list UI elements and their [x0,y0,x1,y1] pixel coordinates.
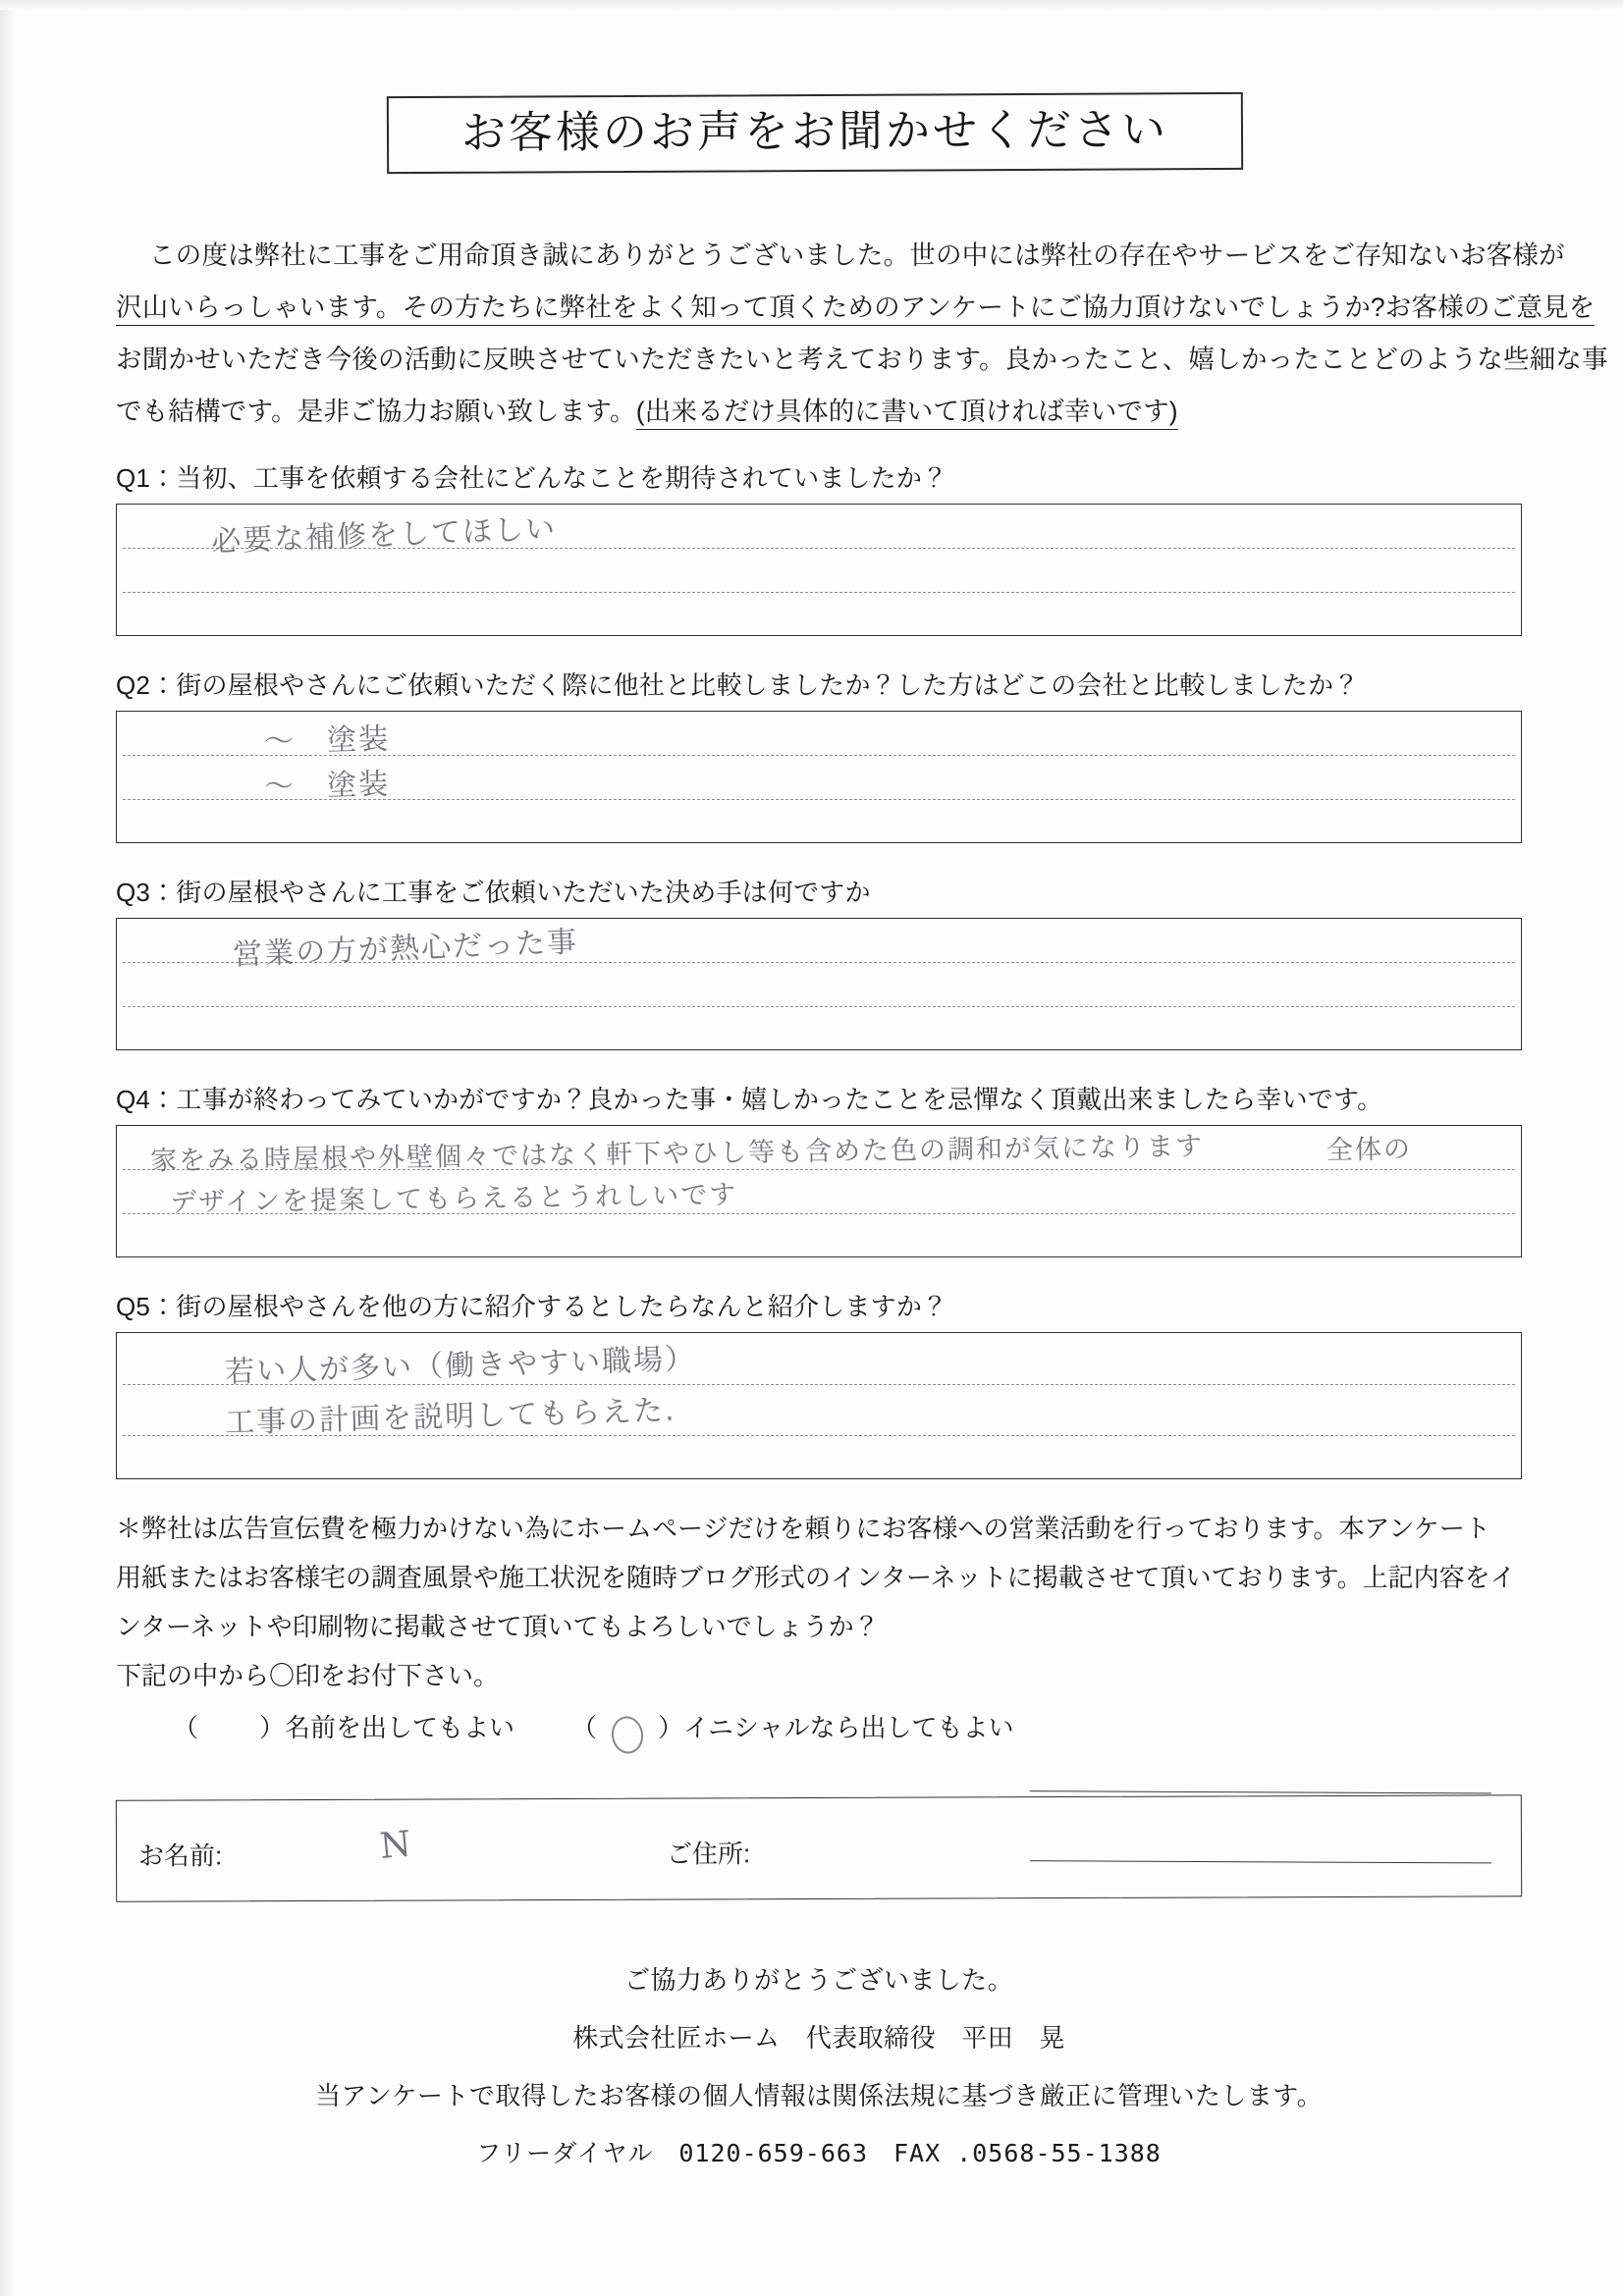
consent-option-2-label: ）イニシャルなら出してもよい [658,1713,1014,1743]
answer-rule [123,1006,1515,1007]
question-label-q3: Q3：街の屋根やさんに工事をご依頼いただいた決め手は何ですか [116,878,871,908]
name-field-value: N [378,1824,413,1868]
page-footer [102,1960,1536,2169]
intro-line-4 [116,395,1520,429]
handwritten-answer-q1-line-1: 必要な補修をしてほしい [210,511,558,560]
intro-line-1-text: この度は弊社に工事をご用命頂き誠にありがとうございました。世の中には弊社の存在やサービスをご存知ないお客様が [149,240,1565,271]
intro-line-1 [116,239,1565,273]
document-content [102,0,1608,2191]
consent-option-1-open-paren: （ [173,1713,199,1743]
address-field-label: ご住所: [666,1839,751,1869]
answer-box-q5[interactable] [116,1332,1522,1479]
question-label-q5: Q5：街の屋根やさんを他の方に紹介するとしたらなんと紹介しますか？ [116,1292,948,1322]
question-label-q4: Q4：工事が終わってみていかがですか？良かった事・嬉しかったことを忌憚なく頂戴出来ましたら幸いです。 [116,1085,1383,1115]
notice-line-2: 用紙またはお客様宅の調査風景や施工状況を随時ブログ形式のインターネットに掲載させて頂いております。上記内容をイ [116,1562,1516,1592]
footer-privacy: 当アンケートで取得したお客様の個人情報は関係法規に基づき厳正に管理いたします。 [315,2081,1323,2111]
intro-line-4-plain: でも結構です。是非ご協力お願い致します。 [116,397,636,427]
intro-paragraph [116,239,1608,429]
answer-box-q3[interactable] [116,918,1522,1050]
question-block-q2 [116,666,1536,843]
footer-thanks: ご協力ありがとうございました。 [623,1965,1013,1996]
address-rule-top [1030,1790,1491,1793]
handwritten-answer-q4-line-1b: 全体の [1325,1134,1413,1166]
handwritten-answer-q5-line-2: 工事の計画を説明してもらえた. [224,1393,677,1441]
page-title-box [387,92,1243,175]
question-block-q1 [116,458,1536,636]
question-block-q4 [116,1080,1536,1257]
address-rule-bottom [1030,1860,1491,1863]
intro-line-2 [116,291,1596,325]
handwritten-answer-q2-line-2: 〜 塗装 [263,767,391,805]
consent-option-initial[interactable] [571,1708,1013,1744]
page-title: お客様のお声をお聞かせください [460,104,1169,158]
notice-line-3: ンターネットや印刷物に掲載させて頂いてもよろしいでしょうか？ [116,1611,880,1641]
handwritten-answer-q3-line-1: 営業の方が熱心だった事 [232,925,579,973]
handwritten-answer-q4-line-2: デザインを提案してもらえるとうれしいです [169,1180,738,1219]
intro-line-3 [116,343,1608,377]
footer-contact: フリーダイヤル 0120-659-663 FAX .0568-55-1388 [476,2139,1162,2168]
notice-line-1: ＊弊社は広告宣伝費を極力かけない為にホームページだけを頼りにお客様への営業活動を行っております。本アンケート [116,1514,1490,1544]
notice-line-4: 下記の中から〇印をお付下さい。 [116,1660,500,1690]
circle-mark-icon [610,1715,646,1756]
question-block-q5 [116,1287,1536,1479]
answer-box-q1[interactable] [116,504,1522,636]
question-block-q3 [116,873,1536,1050]
publication-notice [116,1513,1520,1692]
question-label-q2: Q2：街の屋根やさんにご依頼いただく際に他社と比較しましたか？した方はどこの会社と比較しましたか？ [116,670,1360,701]
consent-option-1-label: ）名前を出してもよい [259,1713,515,1743]
handwritten-answer-q2-line-1: 〜 塗装 [263,721,391,760]
footer-company: 株式会社匠ホーム 代表取締役 平田 晃 [572,2023,1065,2054]
handwritten-answer-q4-line-1: 家をみる時屋根や外壁個々ではなく軒下やひし等も含めた色の調和が気になります [149,1131,1205,1177]
intro-line-4-underlined: (出来るだけ具体的に書いて頂ければ幸いです) [636,397,1178,430]
scan-edge-left [0,0,14,2296]
name-field-label: お名前: [137,1841,223,1871]
consent-option-2-open-paren: （ [571,1713,598,1743]
intro-line-2-text: 沢山いらっしゃいます。その方たちに弊社をよく知って頂くためのアンケートにご協力頂けないでしょうか?お客様のご意見を [116,293,1595,326]
answer-box-q4[interactable] [116,1125,1522,1257]
answer-rule [123,592,1515,593]
handwritten-answer-q5-line-1: 若い人が多い（働きやすい職場） [224,1342,697,1390]
intro-line-3-text: お聞かせいただき今後の活動に反映させていただきたいと考えております。良かったこと、嬉しかったことどのような些細な事 [116,345,1608,375]
answer-box-q2[interactable] [116,711,1522,843]
identity-box [116,1795,1522,1902]
consent-options [116,1708,1536,1744]
question-label-q1: Q1：当初、工事を依頼する会社にどんなことを期待されていましたか？ [116,463,948,494]
consent-option-name[interactable] [173,1708,514,1744]
